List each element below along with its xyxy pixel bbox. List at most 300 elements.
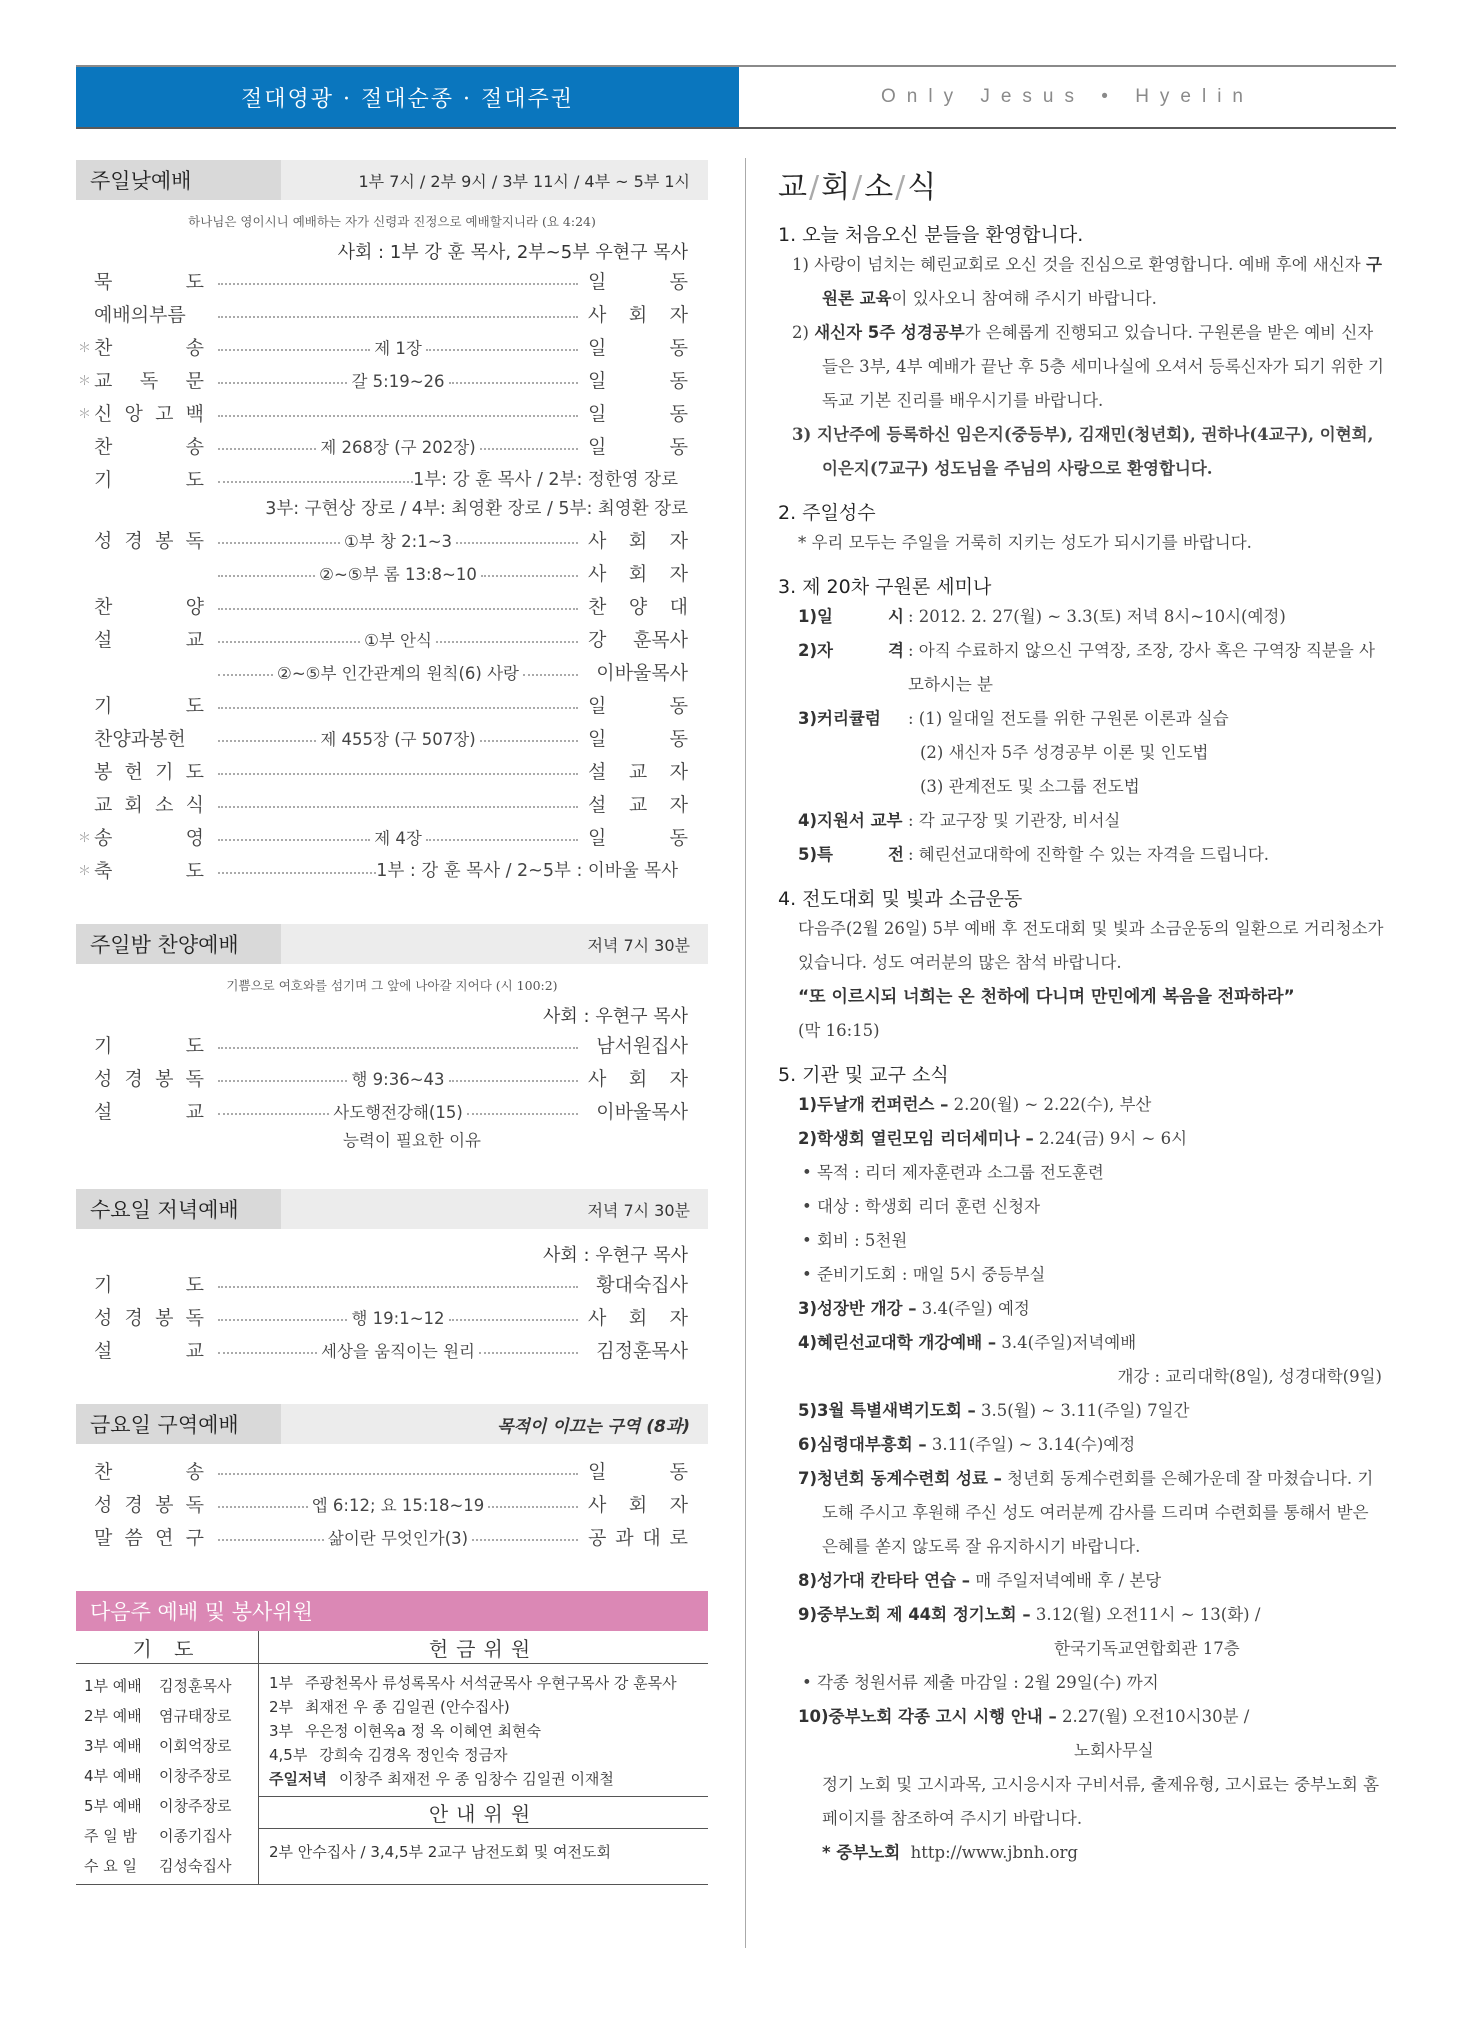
person-name: 이창주장로 — [159, 1766, 232, 1785]
char: 찬 — [94, 596, 113, 618]
item-text: 제 1장 — [374, 338, 422, 358]
dotted-leader — [218, 740, 316, 742]
news-1-item-2: 2) 새신자 5주 성경공부가 은혜롭게 진행되고 있습니다. 구원론을 받은 예비 신자들은 3부, 4부 예배가 끝난 후 5층 세미나실에 오셔서 등록신자가 되기 위한 기독교 기본 진리를 배우시기를 바랍니다. — [792, 323, 1384, 410]
news-1-item-3: 3) 지난주에 등록하신 임은지(중등부), 김재민(청년회), 권하나(4교구), 이현희, 이은지(7교구) 성도님을 주님의 사랑으로 환영합니다. — [792, 425, 1374, 478]
char: 찬 — [94, 1461, 113, 1483]
friday-cell-worship — [76, 1404, 708, 1553]
item-text: 제 455장 (구 507장) — [320, 729, 476, 749]
item-person: 1부: 강 훈 목사 / 2부: 정한영 장로 — [413, 470, 678, 490]
item-person — [588, 366, 688, 393]
char: 사 — [588, 1068, 607, 1090]
dotted-leader — [218, 1113, 329, 1115]
item-detail — [218, 368, 578, 392]
char: 대 — [642, 1527, 661, 1549]
dotted-leader — [480, 448, 578, 450]
service-item — [76, 1300, 708, 1333]
item-label — [94, 267, 204, 294]
item-label — [94, 790, 204, 817]
service-name: 주일저녁 — [269, 1769, 327, 1788]
service-item — [76, 721, 708, 754]
news-5-item-3: 3)성장반 개강 – 3.4(주일) 예정 — [798, 1299, 1030, 1318]
title-char: 교 — [778, 170, 807, 205]
column-divider — [745, 158, 746, 1948]
char: 설 — [94, 629, 113, 651]
service-item — [76, 556, 708, 589]
item-text: 제 268장 (구 202장) — [320, 437, 476, 457]
char: 독 — [185, 1307, 204, 1329]
section-header — [76, 160, 708, 200]
char: 동 — [669, 271, 688, 293]
service-name: 주 일 밤 — [84, 1826, 138, 1845]
char: 3)커리큘럼 — [798, 709, 881, 728]
char: 설 — [588, 761, 607, 783]
news-5-item-8: 8)성가대 칸타타 연습 – 매 주일저녁예배 후 / 본당 — [798, 1571, 1162, 1590]
item-detail — [218, 528, 578, 552]
char: 회 — [628, 1068, 648, 1090]
item-person — [588, 267, 688, 294]
news-5-item-10: 10)중부노회 각종 고시 시행 안내 – 2.27(월) 오전10시30분 / — [798, 1707, 1250, 1726]
host-line: 사회 : 우현구 목사 — [543, 1006, 688, 1027]
news-5-item-10-cont: 노회사무실 — [1074, 1741, 1154, 1760]
dotted-leader — [467, 1113, 578, 1115]
news-4-text: 다음주(2월 26일) 5부 예배 후 전도대회 및 빛과 소금운동의 일환으로 거리청소가 있습니다. 성도 여러분의 많은 참석 바랍니다. — [798, 919, 1384, 972]
item-person — [588, 1270, 688, 1297]
char: 성 — [94, 530, 113, 552]
item-person — [588, 1303, 688, 1330]
item-label — [94, 592, 204, 619]
wednesday-worship — [76, 1189, 708, 1366]
news-1-item-1: 1) 사랑이 넘치는 혜린교회로 오신 것을 진심으로 환영합니다. 예배 후에 새신자 구원론 교육이 있사오니 참여해 주시기 바랍니다. — [792, 255, 1382, 308]
service-name: 1부 예배 — [84, 1676, 142, 1695]
service-item — [76, 1061, 708, 1094]
char: 교 — [628, 794, 648, 816]
item-person — [588, 790, 688, 817]
person-names: 최재전 우 종 김일권 (안수집사) — [305, 1697, 510, 1716]
dotted-leader — [218, 674, 273, 676]
char: 독 — [139, 370, 159, 392]
person-names: 강희숙 김경옥 정인숙 정금자 — [319, 1745, 508, 1764]
service-item — [76, 462, 708, 495]
dotted-leader — [218, 1080, 347, 1082]
item-label — [94, 432, 204, 459]
char: 송 — [185, 436, 204, 458]
dotted-leader — [218, 382, 347, 384]
bullet-item: • 대상 : 학생회 리더 훈련 신청자 — [802, 1197, 1041, 1216]
char: 교 — [185, 629, 204, 651]
item-label — [94, 1064, 204, 1091]
item-detail — [218, 1525, 578, 1549]
prayer-column — [76, 1631, 259, 1884]
host-line: 사회 : 1부 강 훈 목사, 2부~5부 우현구 목사 — [337, 242, 688, 263]
service-name: 2부 예배 — [84, 1706, 142, 1725]
char: 회 — [628, 530, 648, 552]
service-item — [76, 330, 708, 363]
item-person — [588, 724, 688, 751]
dotted-leader — [218, 542, 340, 544]
seminar-key — [798, 634, 908, 702]
item-detail — [218, 1280, 578, 1288]
asterisk-icon: ＊ — [78, 831, 92, 846]
motto: 절대영광 · 절대순종 · 절대주권 — [76, 67, 739, 127]
char: 동 — [669, 403, 688, 425]
news-heading-3: 3. 제 20차 구원론 세미나 — [778, 575, 992, 598]
char: 송 — [185, 337, 204, 359]
char: 봉 — [155, 1307, 174, 1329]
prayer-row — [84, 1730, 258, 1760]
section-header — [76, 1404, 708, 1444]
char: 로 — [669, 1527, 688, 1549]
dotted-leader — [218, 608, 578, 610]
char: 사 — [588, 1494, 607, 1516]
char: 교 — [185, 1101, 204, 1123]
char: 봉 — [155, 1068, 174, 1090]
service-name: 수 요 일 — [84, 1856, 138, 1875]
news-5-item-10-text: 정기 노회 및 고시과목, 고시응시자 구비서류, 출제유형, 고시료는 중부노회 홈페이지를 참조하여 주시기 바랍니다. — [822, 1775, 1380, 1828]
service-item — [76, 363, 708, 396]
scripture-quote: “또 이르시되 너희는 온 천하에 다니며 만민에게 복음을 전파하라” — [798, 987, 1295, 1007]
dotted-leader — [218, 1047, 578, 1049]
service-item — [76, 589, 708, 622]
guide-text: 2부 안수집사 / 3,4,5부 2교구 남전도회 및 여전도회 — [269, 1843, 612, 1861]
char: 자 — [669, 530, 688, 552]
char: 김정훈목사 — [596, 1340, 688, 1362]
char: 일 — [588, 370, 607, 392]
seminar-key — [798, 838, 908, 872]
item-label — [94, 1490, 204, 1517]
item-text: ①부 안식 — [364, 630, 432, 650]
char: 자 — [669, 563, 688, 585]
dotted-leader — [218, 316, 578, 318]
section-title: 금요일 구역예배 — [76, 1404, 281, 1444]
dotted-leader — [218, 448, 316, 450]
char: 동 — [669, 695, 688, 717]
char: 독 — [185, 1068, 204, 1090]
service-name: 3부 — [269, 1721, 294, 1740]
person-name: 이창주장로 — [159, 1796, 232, 1815]
char: 자 — [669, 1068, 688, 1090]
seminar-details — [778, 600, 1388, 872]
char: 도 — [185, 1035, 204, 1057]
item-label — [94, 1457, 204, 1484]
char: 2)자 — [798, 641, 833, 660]
char: 자 — [669, 304, 688, 326]
item-text: 삶이란 무엇인가(3) — [327, 1528, 469, 1548]
char: 교 — [628, 761, 648, 783]
service-item — [76, 1333, 708, 1366]
char: 독 — [185, 1494, 204, 1516]
char: 성 — [94, 1494, 113, 1516]
char: 식 — [185, 794, 204, 816]
char: 이바울목사 — [596, 662, 688, 684]
offering-list — [259, 1664, 708, 1790]
dotted-leader — [218, 481, 413, 483]
char: 찬 — [94, 337, 113, 359]
dotted-leader — [449, 1080, 578, 1082]
item-detail — [218, 1305, 578, 1329]
asterisk-icon: ＊ — [78, 407, 92, 422]
item-detail — [218, 310, 578, 318]
item-person — [588, 559, 688, 586]
item-detail — [218, 1338, 578, 1362]
service-item — [76, 688, 708, 721]
seminar-value: : 2012. 2. 27(월) ~ 3.3(토) 저녁 8시~10시(예정) — [908, 607, 1286, 626]
char: 회 — [628, 304, 648, 326]
item-label — [94, 757, 204, 784]
dotted-leader — [218, 1506, 308, 1508]
char: 동 — [669, 1461, 688, 1483]
char: 기 — [155, 761, 174, 783]
sermon-subtitle: 능력이 필요한 이유 — [342, 1131, 481, 1150]
service-name: 4부 예배 — [84, 1766, 142, 1785]
continuation-line: 3부: 구현상 장로 / 4부: 최영환 장로 / 5부: 최영환 장로 — [265, 499, 688, 519]
volunteers-title: 다음주 예배 및 봉사위원 — [76, 1591, 708, 1631]
host-line: 사회 : 우현구 목사 — [543, 1245, 688, 1266]
char: 문 — [185, 370, 204, 392]
offering-column — [259, 1631, 708, 1884]
dotted-leader — [218, 872, 376, 874]
item-detail — [218, 701, 578, 709]
scripture-ref: (막 16:15) — [798, 1021, 880, 1040]
item-text: 제 4장 — [374, 828, 422, 848]
item-detail — [218, 1066, 578, 1090]
service-item — [76, 1520, 708, 1553]
prayer-row — [84, 1850, 258, 1880]
char: 일 — [588, 436, 607, 458]
curriculum-item: (3) 관계전도 및 소그룹 전도법 — [920, 777, 1140, 796]
char: 소 — [155, 794, 174, 816]
item-detail — [218, 1099, 578, 1123]
news-5-item-5: 5)3월 특별새벽기도회 – 3.5(월) ~ 3.11(주일) 7일간 — [798, 1401, 1190, 1420]
link-label: * 중부노회 — [822, 1843, 901, 1862]
dotted-leader — [218, 773, 578, 775]
item-person — [588, 1064, 688, 1091]
item-person — [588, 658, 688, 685]
offering-row — [269, 1718, 708, 1742]
title-char: 소 — [864, 170, 894, 205]
item-detail — [218, 825, 578, 849]
char: 경 — [124, 1307, 143, 1329]
item-detail — [218, 434, 578, 458]
char: 연 — [155, 1527, 174, 1549]
char: 황대숙집사 — [596, 1274, 688, 1296]
item-person — [588, 1336, 688, 1363]
section-title: 주일밤 찬양예배 — [76, 924, 281, 964]
asterisk-icon: ＊ — [78, 374, 92, 389]
char: 송 — [94, 827, 113, 849]
person-name: 이회억장로 — [159, 1736, 232, 1755]
char: 1)일 — [798, 607, 833, 626]
person-name: 김성숙집사 — [159, 1856, 232, 1875]
char: 신 — [94, 403, 113, 425]
char: 자 — [669, 761, 688, 783]
presbytery-link-line — [778, 1836, 1388, 1870]
char: 경 — [124, 1068, 143, 1090]
person-names: 주광천목사 류성록목사 서석균목사 우현구목사 강 훈목사 — [305, 1673, 677, 1692]
prayer-row — [84, 1820, 258, 1850]
item-detail — [218, 277, 578, 285]
prayer-header: 기 도 — [76, 1631, 258, 1664]
service-name: 2부 — [269, 1697, 294, 1716]
char: 일 — [588, 337, 607, 359]
news-heading-2: 2. 주일성수 — [778, 501, 876, 524]
service-item — [76, 429, 708, 462]
item-label — [94, 1270, 204, 1297]
sunday-night-worship — [76, 924, 708, 1151]
item-text: 행 19:1~12 — [351, 1308, 445, 1328]
char: 백 — [185, 403, 204, 425]
next-week-volunteers — [76, 1591, 708, 1885]
item-label — [94, 366, 204, 393]
char: 동 — [669, 370, 688, 392]
char: 일 — [588, 728, 607, 750]
dotted-leader — [218, 1473, 578, 1475]
section-title: 수요일 저녁예배 — [76, 1189, 281, 1229]
section-time: 목적이 이끄는 구역 (8과) — [497, 1416, 690, 1437]
char: 일 — [588, 695, 607, 717]
header-banner — [76, 65, 1396, 129]
char: 봉 — [94, 761, 113, 783]
char: 회 — [628, 1494, 648, 1516]
item-detail — [218, 857, 698, 882]
item-detail — [218, 726, 578, 750]
person-names: 이창주 최재전 우 종 임창수 김일권 이재철 — [338, 1769, 614, 1788]
item-detail — [218, 409, 578, 417]
item-label — [94, 1523, 204, 1550]
bullet-item: • 목적 : 리더 제자훈련과 소그룹 전도훈련 — [802, 1163, 1104, 1182]
char: 찬 — [588, 596, 607, 618]
item-text: 행 9:36~43 — [351, 1069, 445, 1089]
dotted-leader — [449, 382, 578, 384]
item-text: ②~⑤부 인간관계의 원칙(6) 사랑 — [277, 663, 519, 683]
char: 경 — [124, 530, 143, 552]
char: 도 — [185, 469, 204, 491]
prayer-row — [84, 1670, 258, 1700]
char: 묵 — [94, 271, 113, 293]
char: 독 — [185, 530, 204, 552]
news-5-item-7: 7)청년회 동계수련회 성료 – 청년회 동계수련회를 은혜가운데 잘 마쳤습니다. 기도해 주시고 후원해 주신 성도 여러분께 감사를 드리며 수련회를 통해서 받은 은혜를 쏟지 않도록 잘 유지하시기 바랍니다. — [798, 1469, 1374, 1556]
seminar-value: : 혜린선교대학에 진학할 수 있는 자격을 드립니다. — [908, 845, 1270, 864]
item-person — [588, 432, 688, 459]
dotted-leader — [218, 1319, 347, 1321]
news-5-item-4: 4)혜린선교대학 개강예배 – 3.4(주일)저녁예배 — [798, 1333, 1137, 1352]
char: 회 — [628, 1307, 648, 1329]
item-person — [588, 526, 688, 553]
item-detail — [218, 335, 578, 359]
person-name: 염규태장로 — [159, 1706, 232, 1725]
news-5-item-9: 9)중부노회 제 44회 정기노회 – 3.12(월) 오전11시 ~ 13(화) / — [798, 1605, 1261, 1624]
char: 봉 — [155, 530, 174, 552]
char: 자 — [669, 794, 688, 816]
char: 양 — [628, 596, 648, 618]
church-news-column — [778, 162, 1388, 1870]
service-item — [76, 622, 708, 655]
scripture-verse: 기쁨으로 여호와를 섬기며 그 앞에 나아갈 지어다 (시 100:2) — [226, 978, 558, 993]
item-label — [94, 1031, 204, 1058]
seminar-value: : 각 교구장 및 기관장, 비서실 — [908, 811, 1121, 830]
char: 자 — [669, 1307, 688, 1329]
char: 기 — [94, 469, 113, 491]
char: 봉 — [155, 1494, 174, 1516]
news-heading-4: 4. 전도대회 및 빛과 소금운동 — [778, 887, 1023, 910]
service-item — [76, 1267, 708, 1300]
char: 설 — [94, 1340, 113, 1362]
item-text: 갈 5:19~26 — [351, 371, 445, 391]
item-label — [94, 724, 204, 751]
char: 이바울목사 — [596, 1101, 688, 1123]
item-detail — [218, 602, 578, 610]
item-person — [588, 300, 688, 327]
char: 송 — [185, 1461, 204, 1483]
char: 일 — [588, 271, 607, 293]
dotted-leader — [218, 641, 360, 643]
char: 일 — [588, 403, 607, 425]
char: 격 — [888, 641, 904, 660]
item-person — [588, 399, 688, 426]
seminar-row — [778, 600, 1388, 634]
char: 사 — [588, 530, 607, 552]
char: 교 — [94, 370, 113, 392]
dotted-leader — [218, 349, 370, 351]
item-detail — [218, 1041, 578, 1049]
worship-schedule-column — [76, 160, 708, 1885]
prayer-row — [84, 1790, 258, 1820]
item-text: ②~⑤부 롬 13:8~10 — [319, 564, 477, 584]
presbytery-link[interactable]: http://www.jbnh.org — [910, 1843, 1078, 1862]
char: 4)지원서 교부 — [798, 811, 903, 830]
item-person — [588, 1457, 688, 1484]
item-person — [588, 1031, 688, 1058]
char: 동 — [669, 827, 688, 849]
service-item — [76, 396, 708, 429]
dotted-leader — [218, 806, 578, 808]
char: 성 — [94, 1068, 113, 1090]
char: 도 — [185, 695, 204, 717]
prayer-list — [76, 1664, 258, 1884]
title-char: 회 — [821, 170, 851, 205]
char: 남서원집사 — [596, 1035, 688, 1057]
item-label — [94, 1336, 204, 1363]
char: 경 — [124, 1494, 143, 1516]
char: 일 — [588, 1461, 607, 1483]
order-of-service — [76, 1454, 708, 1553]
char: 시 — [888, 607, 904, 626]
news-heading-1: 1. 오늘 처음오신 분들을 환영합니다. — [778, 223, 1084, 246]
volunteers-table — [76, 1631, 708, 1885]
service-name: 1부 — [269, 1673, 294, 1692]
seminar-row — [778, 804, 1388, 838]
item-person — [588, 691, 688, 718]
dotted-leader — [218, 575, 315, 577]
item-label — [94, 465, 204, 492]
guide-header: 안내위원 — [259, 1796, 708, 1829]
char: 영 — [185, 827, 204, 849]
service-name: 5부 예배 — [84, 1796, 142, 1815]
order-of-service — [76, 264, 708, 886]
offering-row — [269, 1670, 708, 1694]
dotted-leader — [218, 415, 578, 417]
char: 사 — [588, 1307, 607, 1329]
offering-header: 헌금위원 — [259, 1631, 708, 1664]
person-name: 이종기집사 — [159, 1826, 232, 1845]
title-char: 식 — [907, 170, 937, 205]
char: 자 — [669, 1494, 688, 1516]
char: 도 — [185, 271, 204, 293]
person-names: 우은정 이현옥a 정 옥 이혜연 최현숙 — [305, 1721, 541, 1740]
offering-row — [269, 1694, 708, 1718]
sunday-day-worship — [76, 160, 708, 886]
char: 기 — [94, 695, 113, 717]
service-item — [76, 1487, 708, 1520]
